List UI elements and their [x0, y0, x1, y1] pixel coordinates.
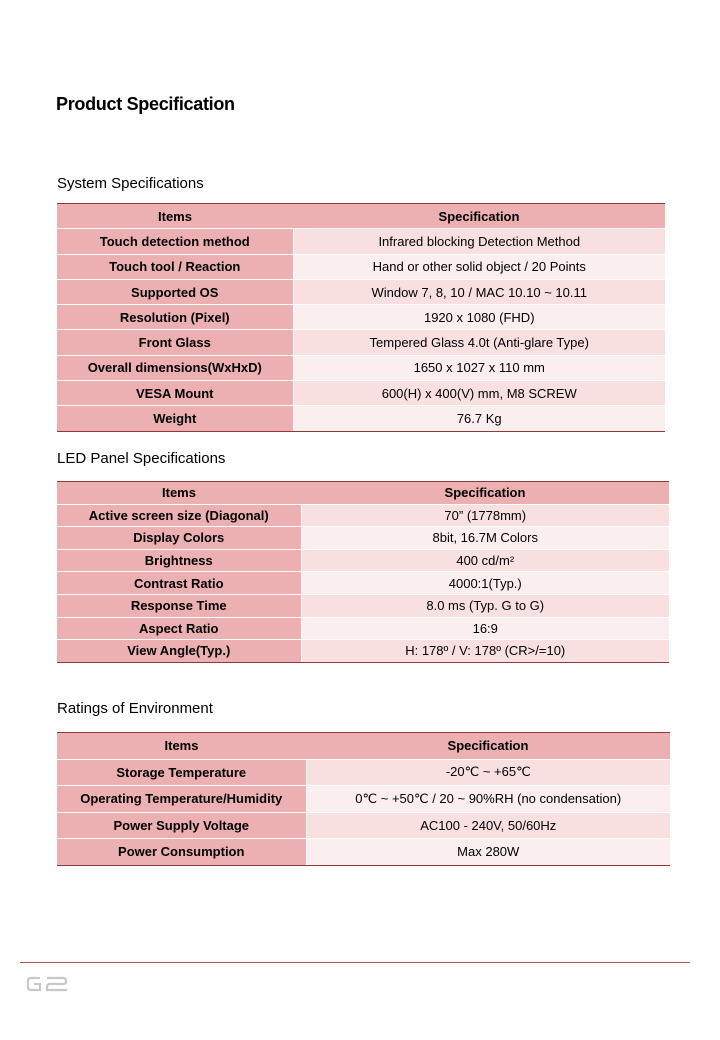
table-row — [57, 839, 670, 866]
table-row — [57, 527, 669, 550]
table-row — [57, 594, 669, 617]
section-title-system: System Specifications — [57, 175, 204, 192]
spec-item-label: Aspect Ratio — [57, 617, 301, 640]
spec-item-label: View Angle(Typ.) — [57, 640, 301, 663]
table-row — [57, 617, 669, 640]
footer-divider — [20, 962, 690, 963]
table-row — [57, 786, 670, 813]
table-row — [57, 812, 670, 839]
table-header-row — [57, 482, 669, 505]
spec-item-value: 400 cd/m² — [301, 549, 669, 572]
spec-item-value: Window 7, 8, 10 / MAC 10.10 ~ 10.11 — [293, 279, 665, 304]
table-row — [57, 640, 669, 663]
environment-spec-table — [57, 732, 670, 866]
section-title-environment: Ratings of Environment — [57, 700, 213, 717]
table-header-row — [57, 733, 670, 760]
spec-item-label: Overall dimensions(WxHxD) — [57, 355, 293, 380]
column-header-items: Items — [57, 482, 301, 505]
spec-item-value: 8.0 ms (Typ. G to G) — [301, 594, 669, 617]
column-header-items: Items — [57, 204, 293, 229]
table-row — [57, 279, 665, 304]
spec-item-value: Hand or other solid object / 20 Points — [293, 254, 665, 279]
spec-item-value: 0℃ ~ +50℃ / 20 ~ 90%RH (no condensation) — [306, 786, 670, 813]
spec-item-label: Operating Temperature/Humidity — [57, 786, 306, 813]
spec-item-label: Resolution (Pixel) — [57, 305, 293, 330]
spec-item-value: -20℃ ~ +65℃ — [306, 759, 670, 786]
g2-logo-icon — [26, 974, 70, 994]
table-header-row — [57, 204, 665, 229]
section-title-led: LED Panel Specifications — [57, 450, 226, 467]
spec-item-label: Contrast Ratio — [57, 572, 301, 595]
spec-item-value: Infrared blocking Detection Method — [293, 229, 665, 254]
spec-item-value: AC100 - 240V, 50/60Hz — [306, 812, 670, 839]
system-spec-table — [57, 203, 665, 432]
spec-item-label: Power Supply Voltage — [57, 812, 306, 839]
spec-item-label: Active screen size (Diagonal) — [57, 504, 301, 527]
spec-item-label: VESA Mount — [57, 381, 293, 406]
spec-item-label: Touch tool / Reaction — [57, 254, 293, 279]
column-header-specification: Specification — [293, 204, 665, 229]
column-header-specification: Specification — [306, 733, 670, 760]
spec-item-value: 70” (1778mm) — [301, 504, 669, 527]
table-row — [57, 229, 665, 254]
table-row — [57, 381, 665, 406]
table-row — [57, 504, 669, 527]
table-row — [57, 355, 665, 380]
table-row — [57, 330, 665, 355]
table-row — [57, 549, 669, 572]
column-header-items: Items — [57, 733, 306, 760]
spec-item-value: 4000:1(Typ.) — [301, 572, 669, 595]
spec-item-label: Display Colors — [57, 527, 301, 550]
spec-item-label: Touch detection method — [57, 229, 293, 254]
spec-item-value: 1650 x 1027 x 110 mm — [293, 355, 665, 380]
spec-item-value: 600(H) x 400(V) mm, M8 SCREW — [293, 381, 665, 406]
table-row — [57, 572, 669, 595]
spec-item-value: 76.7 Kg — [293, 406, 665, 431]
spec-item-label: Power Consumption — [57, 839, 306, 866]
page-title: Product Specification — [56, 94, 235, 114]
column-header-specification: Specification — [301, 482, 669, 505]
spec-item-value: Tempered Glass 4.0t (Anti-glare Type) — [293, 330, 665, 355]
spec-item-label: Weight — [57, 406, 293, 431]
led-panel-spec-table — [57, 481, 669, 663]
table-row — [57, 305, 665, 330]
spec-item-label: Supported OS — [57, 279, 293, 304]
table-row — [57, 406, 665, 431]
spec-item-label: Brightness — [57, 549, 301, 572]
spec-item-value: 8bit, 16.7M Colors — [301, 527, 669, 550]
spec-item-value: 16:9 — [301, 617, 669, 640]
spec-item-label: Front Glass — [57, 330, 293, 355]
spec-item-label: Storage Temperature — [57, 759, 306, 786]
spec-item-value: Max 280W — [306, 839, 670, 866]
spec-item-label: Response Time — [57, 594, 301, 617]
spec-item-value: 1920 x 1080 (FHD) — [293, 305, 665, 330]
spec-item-value: H: 178º / V: 178º (CR>/=10) — [301, 640, 669, 663]
table-row — [57, 759, 670, 786]
table-row — [57, 254, 665, 279]
